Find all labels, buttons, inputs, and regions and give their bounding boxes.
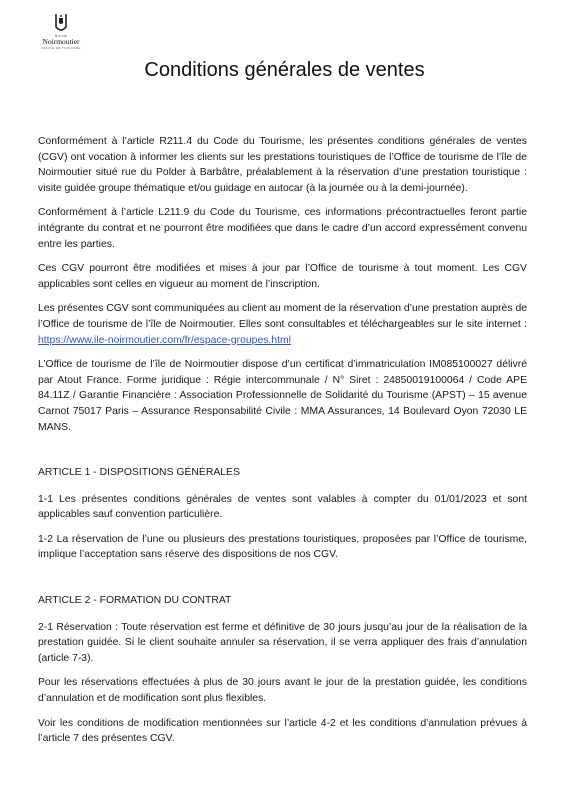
article-2-paragraph-3: Voir les conditions de modification mentionnées sur l’article 4-2 et les conditions d’annulation prévues à l’article 7 des présentes CGV.	[38, 717, 527, 745]
logo	[33, 12, 89, 51]
article-1-paragraph-1: 1-1 Les présentes conditions générales de ventes sont valables à compter du 01/01/2023 et sont applicables sauf convention particulière.	[38, 493, 527, 521]
intro-paragraph-2: Conformément à l’article L211.9 du Code du Tourisme, ces informations précontractuelles feront partie intégrante du contrat et ne pourront être modifiées que dans le cadre d’un accord expressément convenu entre les parties.	[38, 207, 527, 250]
article-1-heading: ARTICLE 1 - DISPOSITIONS GÉNÉRALES	[38, 467, 240, 479]
logo-line-1: ÎLE DE	[54, 34, 68, 38]
article-2-heading: ARTICLE 2 - FORMATION DU CONTRAT	[38, 595, 232, 607]
logo-line-2: Noirmoutier	[42, 37, 80, 46]
logo-emblem-icon	[53, 12, 69, 34]
intro-paragraph-4	[38, 301, 527, 348]
intro-paragraph-3: Ces CGV pourront être modifiées et mises à jour par l’Office de tourisme à tout moment. Les CGV applicables sont celles en vigueur au moment de l’inscription.	[38, 263, 527, 290]
page-title: Conditions générales de ventes	[144, 59, 425, 81]
intro-paragraph-5: L’Office de tourisme de l’île de Noirmoutier dispose d’un certificat d’immatriculation IM085100027 délivré par Atout France. Forme juridique : Régie intercommunale / N° Siret : 24850019100064 / Code APE 84.11Z / Garantie Financière : Association Professionnelle de Solidarité du Tourisme (APST) – 15 avenue Carnot 75017 Paris – Assurance Responsabilité Civile : MMA Assurances, 14 Boulevard Oyon 72030 LE MANS.	[38, 359, 527, 433]
intro-paragraph-1: Conformément à l’article R211.4 du Code du Tourisme, les présentes conditions générales de ventes (CGV) ont vocation à informer les clients sur les prestations touristiques de l’Office de tourisme de l’île de Noirmoutier situé rue du Polder à Barbâtre, préalablement à la réservation d’une prestation touristique : visite guidée groupe thématique et/ou guidage en autocar (à la journée ou à la demi-journée).	[38, 136, 527, 194]
espace-groupes-link[interactable]: https://www.ile-noirmoutier.com/fr/espace-groupes.html	[38, 334, 291, 346]
article-2-paragraph-2: Pour les réservations effectuées à plus de 30 jours avant le jour de la prestation guidée, les conditions d’annulation et de modification sont plus flexibles.	[38, 677, 527, 705]
article-1-paragraph-2: 1-2 La réservation de l’une ou plusieurs des prestations touristiques, proposées par l’Office de tourisme, implique l’acceptation sans réserve des dispositions de nos CGV.	[38, 533, 527, 561]
article-2-paragraph-1: 2-1 Réservation : Toute réservation est ferme et définitive de 30 jours jusqu’au jour de la réalisation de la prestation guidée. Si le client souhaite annuler sa réservation, il se verra appliquer des frais d’annulation (article 7-3).	[38, 621, 527, 664]
document-body	[38, 134, 527, 747]
intro-paragraph-4-text: Les présentes CGV sont communiquées au client au moment de la réservation d’une prestation auprès de l’Office de tourisme de l’île de Noirmoutier. Elles sont consultables et téléchargeables sur le site internet :	[38, 303, 527, 330]
logo-line-3: OFFICE DE TOURISME	[41, 46, 81, 50]
